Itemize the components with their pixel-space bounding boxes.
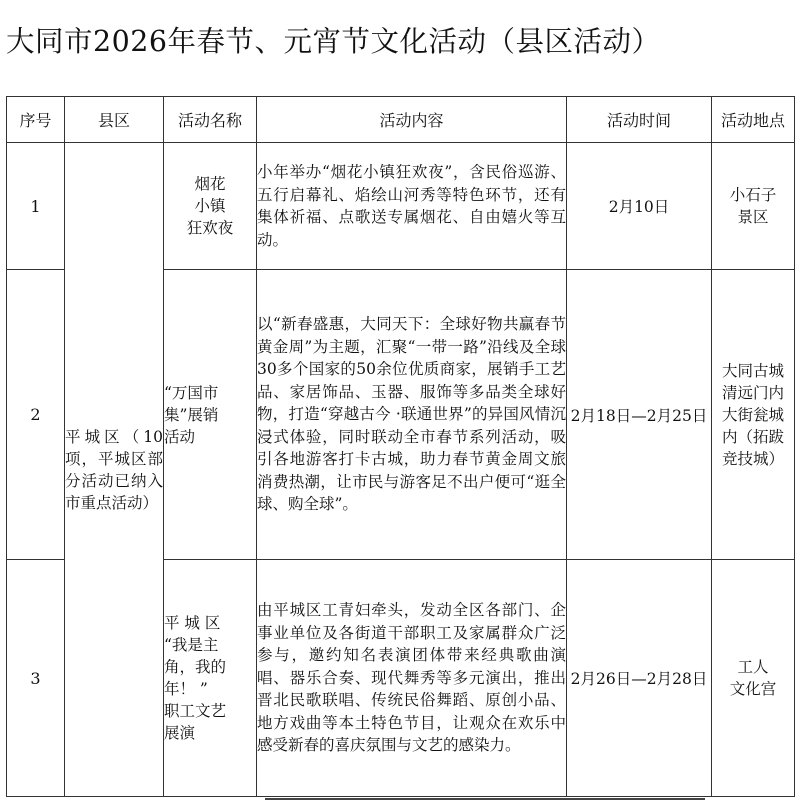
activity-time-cell: 2月26日—2月28日: [567, 560, 712, 797]
activity-name-line: 小镇: [194, 197, 226, 215]
activity-name-line: “万国市: [164, 383, 219, 402]
activity-name-line: 集”展销: [164, 405, 219, 424]
header-activity-time: 活动时间: [567, 97, 712, 143]
county-cell: 平城区（10项，平城区部分活动已纳入市重点活动）: [65, 143, 164, 797]
activity-name-line: 平 城 区: [164, 614, 221, 632]
activity-place-cell: [712, 270, 795, 560]
activity-time-cell: 2月18日—2月25日: [567, 270, 712, 560]
activity-name-line: 展演: [164, 724, 196, 742]
activity-place-line: 大街瓮城: [721, 405, 784, 424]
activity-name-line: “我是主: [164, 636, 219, 654]
header-county: 县区: [65, 97, 164, 143]
activity-time-cell: 2月10日: [567, 143, 712, 270]
activity-content-cell: 以“新春盛惠，大同天下：全球好物共赢春节黄金周”为主题，汇聚“一带一路”沿线及全球30多个国家的50余位优质商家，展销手工艺品、家居饰品、玉器、服饰等多品类全球好物，打造“穿越古今 ·联通世界”的异国风情沉浸式体验，同时联动全市春节系列活动，吸引各地游客打卡古城，助力春节黄金周文旅消费热潮，让市民与游客足不出户便可“逛全球、购全球”。: [257, 270, 567, 560]
activity-place-line: 小石子: [729, 186, 777, 204]
table-row: [7, 143, 795, 270]
header-activity-place: 活动地点: [712, 97, 795, 143]
activity-place-line: 内（拓跋: [721, 427, 784, 446]
activity-place-line: 大同古城: [721, 361, 784, 380]
activity-place-line: 景区: [737, 208, 769, 226]
row-seq: 1: [7, 143, 65, 270]
activity-name-cell: [164, 560, 257, 797]
activity-place-cell: [712, 560, 795, 797]
activity-content-cell: 小年举办“烟花小镇狂欢夜”，含民俗巡游、五行启幕礼、焰绘山河秀等特色环节，还有集体祈福、点歌送专属烟花、自由嬉火等互动。: [257, 143, 567, 270]
row-seq: 2: [7, 270, 65, 560]
activity-place-line: 清远门内: [721, 383, 784, 402]
activity-place-line: 文化宫: [729, 680, 777, 698]
header-seq: 序号: [7, 97, 65, 143]
table-header-row: [7, 97, 795, 143]
activity-place-cell: [712, 143, 795, 270]
activity-name-line: 活动: [164, 427, 196, 446]
activity-place-line: 竞技城）: [721, 449, 784, 468]
activity-name-cell: [164, 270, 257, 560]
header-activity-content: 活动内容: [257, 97, 567, 143]
activity-table: [6, 96, 795, 797]
row-seq: 3: [7, 560, 65, 797]
activity-name-line: 角，我的: [164, 658, 227, 676]
header-activity-name: 活动名称: [164, 97, 257, 143]
activity-name-line: 烟花: [194, 175, 226, 193]
activity-place-line: 工人: [737, 658, 769, 676]
activity-name-line: 职工文艺: [164, 702, 227, 720]
activity-name-cell: [164, 143, 257, 270]
activity-name-line: 狂欢夜: [186, 219, 234, 237]
activity-name-line: 年！ ”: [164, 680, 208, 698]
activity-content-cell: 由平城区工青妇牵头，发动全区各部门、企事业单位及各街道干部职工及家属群众广泛参与，邀约知名表演团体带来经典歌曲演唱、器乐合奏、现代舞秀等多元演出，推出晋北民歌联唱、传统民俗舞蹈、原创小品、地方戏曲等本土特色节目，让观众在欢乐中感受新春的喜庆氛围与文艺的感染力。: [257, 560, 567, 797]
page-title: 大同市2026年春节、元宵节文化活动（县区活动）: [6, 25, 661, 58]
